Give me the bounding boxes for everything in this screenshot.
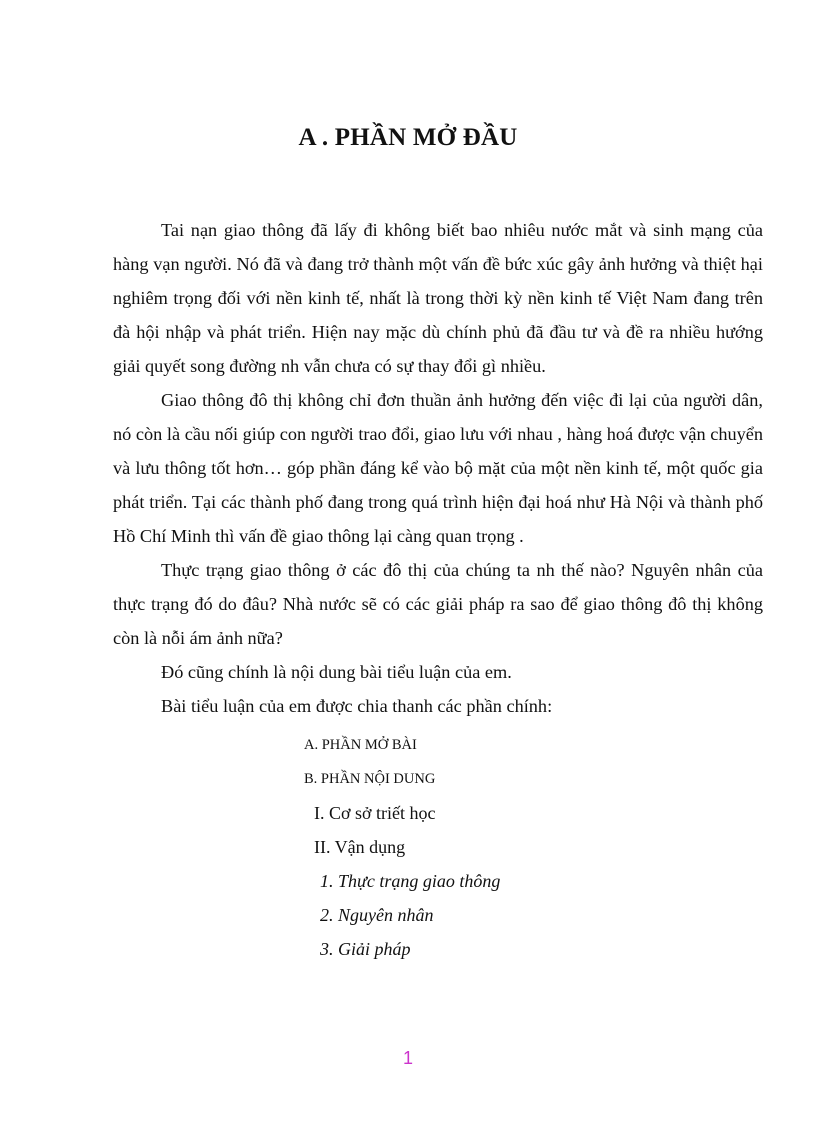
page-number: 1 bbox=[402, 1048, 413, 1068]
outline-item-b: B. PHẦN NỘI DUNG bbox=[304, 771, 436, 787]
paragraph-4: Đó cũng chính là nội dung bài tiểu luận của em. bbox=[161, 662, 512, 682]
outline-item-b-ii-2: 2. Nguyên nhân bbox=[320, 905, 434, 925]
outline-item-b-ii: II. Vận dụng bbox=[314, 837, 406, 857]
outline-item-a: A. PHẦN MỞ BÀI bbox=[304, 737, 417, 753]
paragraph-3: Thực trạng giao thông ở các đô thị của chúng ta nh thế nào? Nguyên nhân của thực trạng đó do đâu? Nhà nước sẽ có các giải pháp ra sao để giao thông đô thị không còn là nỗi ám ảnh nữa? bbox=[113, 560, 763, 648]
outline-item-b-i: I. Cơ sở triết học bbox=[314, 803, 436, 823]
outline-item-b-ii-1: 1. Thực trạng giao thông bbox=[320, 871, 501, 891]
paragraph-2: Giao thông đô thị không chỉ đơn thuần ảnh hưởng đến việc đi lại của người dân, nó còn là cầu nối giúp con người trao đổi, giao lưu với nhau , hàng hoá được vận chuyển và lưu thông tốt hơn… góp phần đáng kể vào bộ mặt của một nền kinh tế, một quốc gia phát triển. Tại các thành phố đang trong quá trình hiện đại hoá như Hà Nội và thành phố Hồ Chí Minh thì vấn đề giao thông lại càng quan trọng . bbox=[113, 390, 763, 546]
outline-item-b-ii-3: 3. Giải pháp bbox=[320, 939, 411, 959]
body-text bbox=[113, 213, 763, 723]
paragraph-1: Tai nạn giao thông đã lấy đi không biết bao nhiêu nước mắt và sinh mạng của hàng vạn người. Nó đã và đang trở thành một vấn đề bức xúc gây ảnh hưởng và thiệt hại nghiêm trọng đối với nền kinh tế, nhất là trong thời kỳ nền kinh tế Việt Nam đang trên đà hội nhập và phát triển. Hiện nay mặc dù chính phủ đã đầu tư và đề ra nhiều hướng giải quyết song đường nh vẫn chưa có sự thay đổi gì nhiều. bbox=[113, 220, 763, 376]
outline-list bbox=[300, 728, 500, 966]
page-title: A . PHẦN MỞ ĐẦU bbox=[298, 124, 518, 151]
paragraph-5: Bài tiểu luận của em được chia thanh các phần chính: bbox=[161, 696, 553, 716]
